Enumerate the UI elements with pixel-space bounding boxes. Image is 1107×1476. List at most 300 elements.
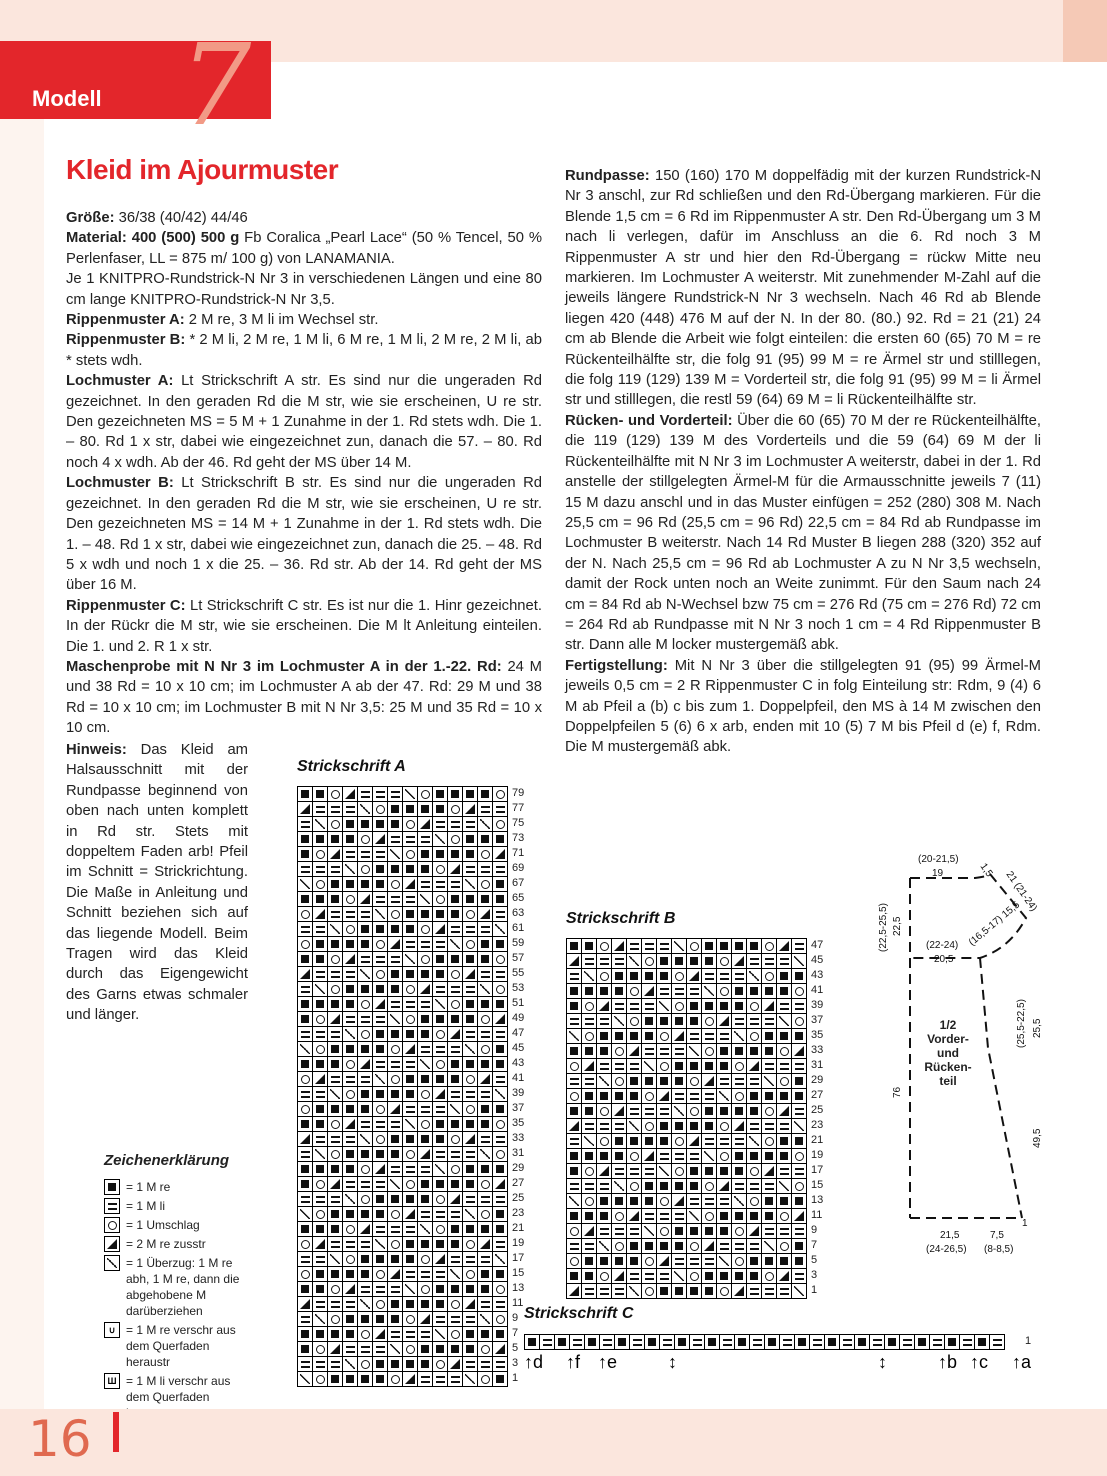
chart-cell <box>313 982 327 996</box>
chart-cell <box>717 1104 731 1118</box>
chart-cell <box>418 1042 432 1056</box>
chart-cell <box>792 1284 806 1298</box>
chart-cell <box>418 1342 432 1356</box>
chart-cell <box>418 1252 432 1266</box>
chart-cell <box>478 832 492 846</box>
chart-cell <box>567 1239 581 1253</box>
chart-cell <box>777 984 791 998</box>
chart-cell <box>373 937 387 951</box>
chart-cell <box>732 1239 746 1253</box>
chart-cell <box>747 1074 761 1088</box>
chart-cell <box>642 1089 656 1103</box>
chart-cell <box>732 1149 746 1163</box>
chart-cell <box>747 1194 761 1208</box>
chart-cell <box>418 787 432 801</box>
chart-cell <box>702 984 716 998</box>
chart-cell <box>792 939 806 953</box>
chart-cell <box>627 1029 641 1043</box>
chart-cell <box>493 1117 507 1131</box>
chart-cell <box>313 862 327 876</box>
legend-text: = 1 M li <box>126 1199 166 1213</box>
chart-cell <box>298 1057 312 1071</box>
chart-cell <box>448 1042 462 1056</box>
chart-cell <box>687 1269 701 1283</box>
chart-cell <box>418 1297 432 1311</box>
chart-cell <box>642 1029 656 1043</box>
chart-a-grid <box>297 786 508 1387</box>
left-paragraph: Lochmuster A: Lt Strickschrift A str. Es sind nur die ungeraden Rd gezeichnet. In den geraden Rd die M str, wie sie erscheinen, U re str. Den gezeichneten MS = 5 M + 1 Zunahme in der 1. Rd stets wdh. Die 1. – 80. Rd 1 x str, dabei wie eingezeichnet zun, danach die 57. – 80. Rd noch 4 x wdh. Ab der 46. Rd geht der MS über 14 M. <box>66 373 542 471</box>
chart-cell <box>493 1012 507 1026</box>
chart-cell <box>448 1177 462 1191</box>
row-number: 75 <box>512 817 525 829</box>
chart-cell <box>298 1342 312 1356</box>
chart-cell <box>493 1027 507 1041</box>
chart-cell <box>373 1072 387 1086</box>
row-number: 77 <box>512 802 525 814</box>
chart-cell <box>582 939 596 953</box>
chart-cell <box>642 1014 656 1028</box>
chart-cell <box>448 817 462 831</box>
chart-cell <box>657 1089 671 1103</box>
chart-cell <box>762 1074 776 1088</box>
chart-cell <box>777 1149 791 1163</box>
chart-cell <box>777 1029 791 1043</box>
right-text-column <box>565 166 1041 758</box>
chart-cell <box>672 1179 686 1193</box>
chart-cell <box>702 1149 716 1163</box>
chart-cell <box>403 907 417 921</box>
chart-cell <box>433 1207 447 1221</box>
chart-cell <box>328 1147 342 1161</box>
chart-cell <box>343 1327 357 1341</box>
chart-cell <box>463 1027 477 1041</box>
chart-cell <box>870 1335 884 1349</box>
chart-cell <box>313 1027 327 1041</box>
chart-cell <box>567 1164 581 1178</box>
row-number: 5 <box>512 1342 519 1354</box>
chart-cell <box>313 892 327 906</box>
m-mid2: 20,5 <box>934 954 954 965</box>
chart-cell <box>597 1134 611 1148</box>
chart-cell <box>717 1119 731 1133</box>
chart-cell <box>630 1335 644 1349</box>
chart-cell <box>298 1237 312 1251</box>
m-diag1: 21 (21-24) <box>1003 869 1040 914</box>
chart-cell <box>328 1072 342 1086</box>
chart-cell <box>717 999 731 1013</box>
chart-cell <box>750 1335 764 1349</box>
chart-cell <box>612 1134 626 1148</box>
chart-cell <box>328 1177 342 1191</box>
chart-cell <box>418 997 432 1011</box>
chart-cell <box>732 954 746 968</box>
chart-cell <box>343 1207 357 1221</box>
chart-cell <box>313 1072 327 1086</box>
chart-cell <box>762 1254 776 1268</box>
chart-cell <box>463 967 477 981</box>
chart-cell <box>687 1254 701 1268</box>
m-top2: 19 <box>932 868 944 879</box>
chart-cell <box>448 892 462 906</box>
chart-cell <box>747 1059 761 1073</box>
chart-cell <box>433 847 447 861</box>
chart-cell <box>493 1177 507 1191</box>
chart-cell <box>388 937 402 951</box>
chart-cell <box>403 1237 417 1251</box>
chart-cell <box>328 982 342 996</box>
row-number: 13 <box>512 1282 525 1294</box>
chart-cell <box>313 1252 327 1266</box>
chart-cell <box>313 1297 327 1311</box>
chart-cell <box>777 939 791 953</box>
chart-cell <box>525 1335 539 1349</box>
legend-item <box>104 1236 256 1252</box>
row-number: 27 <box>811 1089 824 1101</box>
chart-cell <box>672 1119 686 1133</box>
chart-cell <box>328 1312 342 1326</box>
chart-cell <box>792 1029 806 1043</box>
chart-cell <box>298 952 312 966</box>
chart-cell <box>418 907 432 921</box>
chart-cell <box>672 1029 686 1043</box>
chart-cell <box>612 939 626 953</box>
chart-cell <box>762 1134 776 1148</box>
chart-cell <box>687 1284 701 1298</box>
chart-cell <box>612 1209 626 1223</box>
chart-cell <box>478 847 492 861</box>
row-number: 15 <box>512 1267 525 1279</box>
chart-cell <box>448 1357 462 1371</box>
chart-cell <box>463 1147 477 1161</box>
modell-number: 7 <box>180 21 252 151</box>
legend-item <box>104 1179 256 1195</box>
m-bottom2: 7,5 <box>990 1230 1004 1241</box>
row-number: 49 <box>512 1012 525 1024</box>
chart-cell <box>433 892 447 906</box>
chart-cell <box>463 1312 477 1326</box>
row-number: 47 <box>512 1027 525 1039</box>
row-number: 45 <box>811 954 824 966</box>
chart-cell <box>627 1284 641 1298</box>
chart-cell <box>792 1044 806 1058</box>
chart-cell <box>358 1162 372 1176</box>
chart-cell <box>687 1149 701 1163</box>
chart-cell <box>732 1284 746 1298</box>
chart-cell <box>657 1164 671 1178</box>
chart-cell <box>298 1177 312 1191</box>
chart-cell <box>885 1335 899 1349</box>
chart-cell <box>403 922 417 936</box>
chart-cell <box>388 817 402 831</box>
chart-cell <box>433 1087 447 1101</box>
chart-cell <box>463 787 477 801</box>
chart-cell <box>343 1147 357 1161</box>
chart-cell <box>642 1119 656 1133</box>
chart-cell <box>418 1207 432 1221</box>
chart-cell <box>627 1119 641 1133</box>
chart-cell <box>493 1222 507 1236</box>
chart-cell <box>403 1117 417 1131</box>
chart-cell <box>732 1254 746 1268</box>
chart-cell <box>418 802 432 816</box>
chart-cell <box>657 1014 671 1028</box>
chart-cell <box>403 1252 417 1266</box>
chart-cell <box>702 954 716 968</box>
m-bottom1b: (24-26,5) <box>926 1244 967 1255</box>
chart-cell <box>328 952 342 966</box>
chart-cell <box>732 1224 746 1238</box>
chart-cell <box>448 1327 462 1341</box>
chart-cell <box>597 1269 611 1283</box>
chart-cell <box>657 1029 671 1043</box>
row-number: 19 <box>811 1149 824 1161</box>
chart-cell <box>388 1057 402 1071</box>
chart-cell <box>373 787 387 801</box>
chart-cell <box>478 952 492 966</box>
chart-cell <box>702 1224 716 1238</box>
chart-cell <box>672 1044 686 1058</box>
chart-cell <box>403 877 417 891</box>
chart-cell <box>642 939 656 953</box>
chart-cell <box>717 1074 731 1088</box>
chart-cell <box>448 1222 462 1236</box>
chart-cell <box>418 817 432 831</box>
chart-cell <box>612 1239 626 1253</box>
chart-cell <box>403 997 417 1011</box>
chart-cell <box>463 1207 477 1221</box>
chart-cell <box>478 1177 492 1191</box>
chart-cell <box>792 1209 806 1223</box>
chart-cell <box>478 877 492 891</box>
chart-cell <box>313 1087 327 1101</box>
chart-cell <box>298 1102 312 1116</box>
chart-b-grid <box>566 938 807 1299</box>
chart-cell <box>298 1192 312 1206</box>
legend-item <box>104 1217 256 1233</box>
chart-cell <box>358 1252 372 1266</box>
legend-symbol-icon <box>104 1217 120 1233</box>
chart-cell <box>388 952 402 966</box>
chart-cell <box>358 1192 372 1206</box>
chart-cell <box>418 982 432 996</box>
chart-cell <box>343 1252 357 1266</box>
chart-cell <box>478 1027 492 1041</box>
chart-cell <box>433 1012 447 1026</box>
row-number: 29 <box>512 1162 525 1174</box>
chart-cell <box>672 999 686 1013</box>
chart-cell <box>735 1335 749 1349</box>
chart-cell <box>657 984 671 998</box>
chart-cell <box>328 1042 342 1056</box>
chart-cell <box>762 1119 776 1133</box>
row-number: 45 <box>512 1042 525 1054</box>
chart-cell <box>717 1209 731 1223</box>
chart-cell <box>672 1194 686 1208</box>
chart-cell <box>328 817 342 831</box>
chart-cell <box>900 1335 914 1349</box>
chart-cell <box>403 1267 417 1281</box>
chart-cell <box>418 1117 432 1131</box>
row-number: 9 <box>811 1224 818 1236</box>
chart-cell <box>298 1072 312 1086</box>
chart-cell <box>478 1252 492 1266</box>
chart-cell <box>612 1194 626 1208</box>
chart-cell <box>388 1207 402 1221</box>
chart-cell <box>762 1179 776 1193</box>
chart-cell <box>418 1027 432 1041</box>
chart-cell <box>343 847 357 861</box>
chart-cell <box>373 967 387 981</box>
chart-cell <box>567 969 581 983</box>
chart-cell <box>597 999 611 1013</box>
legend-text: = 1 M re verschr aus dem Querfaden heraustr <box>126 1323 236 1369</box>
chart-cell <box>328 1327 342 1341</box>
chart-cell <box>298 1147 312 1161</box>
chart-cell <box>493 1192 507 1206</box>
chart-cell <box>463 1057 477 1071</box>
chart-cell <box>792 1164 806 1178</box>
chart-cell <box>433 1282 447 1296</box>
chart-cell <box>687 954 701 968</box>
chart-cell <box>448 1057 462 1071</box>
chart-cell <box>762 1104 776 1118</box>
chart-cell <box>747 1119 761 1133</box>
chart-cell <box>403 1147 417 1161</box>
chart-cell <box>373 817 387 831</box>
chart-cell <box>657 1209 671 1223</box>
chart-cell <box>612 969 626 983</box>
chart-cell <box>747 1284 761 1298</box>
chart-cell <box>660 1335 674 1349</box>
chart-cell <box>313 787 327 801</box>
row-number: 19 <box>512 1237 525 1249</box>
chart-cell <box>373 952 387 966</box>
chart-cell <box>702 1119 716 1133</box>
chart-cell <box>612 984 626 998</box>
chart-cell <box>747 1224 761 1238</box>
chart-cell <box>825 1335 839 1349</box>
chart-cell <box>463 937 477 951</box>
chart-cell <box>747 1149 761 1163</box>
chart-cell <box>478 1267 492 1281</box>
chart-cell <box>687 1194 701 1208</box>
chart-cell <box>567 1209 581 1223</box>
m-diag2: (16,5-17) 15,5 <box>966 899 1023 949</box>
chart-cell <box>597 1194 611 1208</box>
chart-cell <box>642 1149 656 1163</box>
row-number: 31 <box>811 1059 824 1071</box>
row-number: 1 <box>512 1372 519 1384</box>
row-number: 17 <box>512 1252 525 1264</box>
row-number: 9 <box>512 1312 519 1324</box>
chart-cell <box>463 1192 477 1206</box>
chart-cell <box>403 1312 417 1326</box>
chart-cell <box>747 954 761 968</box>
chart-c-title: Strickschrift C <box>524 1305 634 1322</box>
chart-cell <box>403 862 417 876</box>
chart-cell <box>642 1209 656 1223</box>
chart-cell <box>358 922 372 936</box>
right-heading: Rundpasse: <box>565 168 650 184</box>
chart-cell <box>672 969 686 983</box>
chart-cell <box>403 1087 417 1101</box>
chart-cell <box>567 1104 581 1118</box>
chart-cell <box>463 1177 477 1191</box>
chart-cell <box>373 1372 387 1386</box>
chart-cell <box>732 1059 746 1073</box>
chart-cell <box>313 1267 327 1281</box>
chart-cell <box>313 1357 327 1371</box>
chart-cell <box>313 1342 327 1356</box>
chart-cell <box>687 1074 701 1088</box>
chart-cell <box>702 939 716 953</box>
chart-cell <box>418 1267 432 1281</box>
chart-cell <box>373 907 387 921</box>
chart-cell <box>612 1164 626 1178</box>
chart-cell <box>418 847 432 861</box>
chart-cell <box>298 1117 312 1131</box>
chart-cell <box>777 1089 791 1103</box>
row-number: 43 <box>811 969 824 981</box>
chart-cell <box>732 1104 746 1118</box>
chart-cell <box>597 1044 611 1058</box>
chart-cell <box>463 862 477 876</box>
chart-cell <box>732 969 746 983</box>
chart-cell <box>313 802 327 816</box>
chart-cell <box>702 1269 716 1283</box>
chart-cell <box>403 787 417 801</box>
chart-cell <box>717 969 731 983</box>
chart-cell <box>582 1269 596 1283</box>
chart-cell <box>373 1087 387 1101</box>
chart-cell <box>448 1027 462 1041</box>
chart-cell <box>612 1074 626 1088</box>
chart-cell <box>358 1327 372 1341</box>
chart-cell <box>747 984 761 998</box>
chart-cell <box>313 877 327 891</box>
chart-cell <box>343 1012 357 1026</box>
row-number: 5 <box>811 1254 818 1266</box>
chart-cell <box>687 1179 701 1193</box>
chart-cell <box>448 997 462 1011</box>
chart-cell <box>463 1357 477 1371</box>
chart-cell <box>388 1132 402 1146</box>
chart-cell <box>373 1312 387 1326</box>
legend-text: = 1 M li verschr aus dem Querfaden <box>126 1374 231 1404</box>
hinweis-paragraph: Hinweis: Das Kleid am Halsausschnitt mit der Rundpasse beginnend von oben nach unten komplett in Rd str. Stets mit doppeltem Faden arb! Pfeil im Schnitt = Strickrichtung. Die Maße in Anleitung und Schnitt beziehen sich auf das liegende Modell. Beim Tragen wird das Kleid durch das Eigengewicht des Garns etwas schmaler und länger. <box>66 742 248 1024</box>
chart-cell <box>672 1149 686 1163</box>
chart-cell <box>463 1342 477 1356</box>
chart-b-title: Strickschrift B <box>566 910 676 927</box>
chart-cell <box>597 1149 611 1163</box>
chart-cell <box>945 1335 959 1349</box>
chart-cell <box>627 1104 641 1118</box>
chart-cell <box>403 1222 417 1236</box>
chart-cell <box>433 877 447 891</box>
chart-cell <box>313 1372 327 1386</box>
chart-cell <box>732 1269 746 1283</box>
chart-cell <box>388 1147 402 1161</box>
chart-cell <box>373 922 387 936</box>
chart-cell <box>373 1342 387 1356</box>
chart-cell <box>403 1012 417 1026</box>
chart-cell <box>403 1207 417 1221</box>
chart-cell <box>403 1297 417 1311</box>
chart-cell <box>777 969 791 983</box>
chart-cell <box>388 1357 402 1371</box>
chart-cell <box>313 1162 327 1176</box>
chart-cell <box>732 1179 746 1193</box>
